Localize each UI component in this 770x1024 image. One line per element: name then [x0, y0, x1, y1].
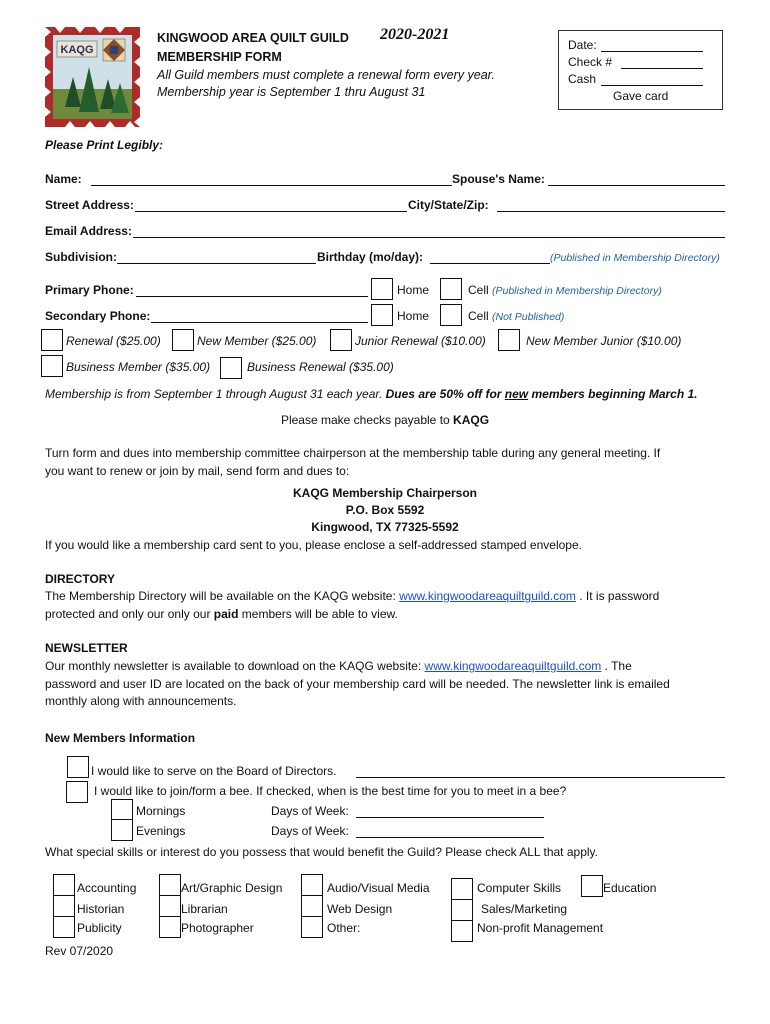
sales-checkbox[interactable]: [451, 899, 473, 921]
name-label: Name:: [45, 172, 82, 186]
accounting-checkbox[interactable]: [53, 874, 75, 896]
spouse-field[interactable]: [548, 185, 725, 186]
date-line[interactable]: [601, 51, 703, 52]
directory-website-link[interactable]: www.kingwoodareaquiltguild.com: [399, 589, 576, 603]
computer-checkbox[interactable]: [451, 878, 473, 900]
dues-note-a: Dues are 50% off for: [385, 387, 505, 401]
membership-period-text: Membership is from September 1 through August 31 each year.: [45, 387, 383, 401]
primary-phone-note: (Published in Membership Directory): [492, 285, 662, 297]
newsletter-text-1: [45, 659, 632, 673]
mailing-address-line-3: Kingwood, TX 77325-5592: [311, 520, 459, 534]
directory-paid: paid: [213, 607, 239, 621]
directory-heading: DIRECTORY: [45, 572, 116, 586]
turn-in-line-2: you want to renew or join by mail, send form and dues to:: [45, 464, 350, 478]
new-member-checkbox[interactable]: [172, 329, 194, 351]
historian-checkbox[interactable]: [53, 895, 75, 917]
primary-phone-label: Primary Phone:: [45, 283, 134, 297]
checks-payee: KAQG: [453, 413, 490, 427]
street-label: Street Address:: [45, 198, 134, 212]
guild-logo: [45, 27, 140, 127]
secondary-home-label: Home: [397, 309, 430, 323]
subdivision-field[interactable]: [117, 263, 316, 264]
birthday-note: (Published in Membership Directory): [550, 252, 720, 264]
other-checkbox[interactable]: [301, 916, 323, 938]
gave-card-label: Gave card: [613, 89, 669, 103]
revision-label: Rev 07/2020: [45, 944, 114, 958]
board-field[interactable]: [356, 777, 725, 778]
junior-renewal-label: Junior Renewal ($10.00): [355, 334, 486, 348]
form-year: 2020-2021: [380, 26, 450, 43]
skills-question: What special skills or interest do you possess that would benefit the Guild? Please check ALL that apply.: [45, 845, 598, 859]
spouse-label: Spouse's Name:: [452, 172, 545, 186]
secondary-cell-label: Cell: [468, 309, 489, 323]
art-label: Art/Graphic Design: [181, 881, 283, 895]
web-label: Web Design: [327, 902, 393, 916]
newsletter-text-b: . The: [601, 659, 632, 673]
dues-note-b: members beginning March 1.: [528, 387, 698, 401]
publicity-label: Publicity: [77, 921, 122, 935]
check-line[interactable]: [621, 68, 703, 69]
business-member-label: Business Member ($35.00): [66, 360, 211, 374]
birthday-label: Birthday (mo/day):: [317, 250, 424, 264]
office-use-box: [558, 30, 723, 110]
bee-label: I would like to join/form a bee. If checked, when is the best time for you to meet in a bee?: [94, 784, 567, 798]
membership-card-note: If you would like a membership card sent to you, please enclose a self-addressed stamped envelope.: [45, 538, 582, 552]
junior-renewal-checkbox[interactable]: [330, 329, 352, 351]
checks-payable-note: [0, 413, 770, 427]
directory-text-1: [45, 589, 659, 603]
membership-period-note: [45, 387, 698, 401]
photographer-label: Photographer: [181, 921, 254, 935]
new-junior-label: New Member Junior ($10.00): [526, 334, 682, 348]
mornings-label: Mornings: [136, 804, 186, 818]
business-renewal-checkbox[interactable]: [220, 357, 242, 379]
photographer-checkbox[interactable]: [159, 916, 181, 938]
mornings-days-field[interactable]: [356, 817, 544, 818]
nonprofit-checkbox[interactable]: [451, 920, 473, 942]
newsletter-website-link[interactable]: www.kingwoodareaquiltguild.com: [424, 659, 602, 673]
historian-label: Historian: [77, 902, 125, 916]
evenings-label: Evenings: [136, 824, 186, 838]
librarian-label: Librarian: [181, 902, 228, 916]
secondary-cell-checkbox[interactable]: [440, 304, 462, 326]
primary-cell-checkbox[interactable]: [440, 278, 462, 300]
new-members-heading: New Members Information: [45, 731, 196, 745]
dues-note-new: new: [504, 387, 529, 401]
dues-discount-note: [386, 387, 698, 401]
business-member-checkbox[interactable]: [41, 355, 63, 377]
newsletter-heading: NEWSLETTER: [45, 641, 128, 655]
email-label: Email Address:: [45, 224, 132, 238]
cash-label: Cash: [568, 72, 597, 86]
print-legibly: Please Print Legibly:: [45, 138, 164, 152]
cash-line[interactable]: [601, 85, 703, 86]
email-field[interactable]: [133, 237, 725, 238]
membership-year-note: Membership year is September 1 thru August 31: [157, 85, 426, 99]
evenings-days-field[interactable]: [356, 837, 544, 838]
librarian-checkbox[interactable]: [159, 895, 181, 917]
newsletter-text-3: monthly along with announcements.: [45, 694, 237, 708]
primary-home-label: Home: [397, 283, 430, 297]
new-junior-checkbox[interactable]: [498, 329, 520, 351]
birthday-field[interactable]: [430, 263, 550, 264]
turn-in-line-1: Turn form and dues into membership committee chairperson at the membership table during any general meeting. If: [45, 446, 661, 460]
publicity-checkbox[interactable]: [53, 916, 75, 938]
newsletter-text-a: Our monthly newsletter is available to download on the KAQG website:: [45, 659, 425, 673]
new-member-label: New Member ($25.00): [197, 334, 317, 348]
secondary-phone-field[interactable]: [151, 322, 368, 323]
primary-phone-field[interactable]: [136, 296, 368, 297]
education-checkbox[interactable]: [581, 875, 603, 897]
name-field[interactable]: [91, 185, 452, 186]
secondary-home-checkbox[interactable]: [371, 304, 393, 326]
computer-label: Computer Skills: [477, 881, 562, 895]
mailing-address-line-1: KAQG Membership Chairperson: [292, 486, 478, 500]
directory-text-a: The Membership Directory will be available on the KAQG website:: [45, 589, 400, 603]
directory-text-b: . It is password: [575, 589, 660, 603]
subdivision-label: Subdivision:: [45, 250, 117, 264]
logo-text: KAQG: [60, 44, 94, 56]
board-label: I would like to serve on the Board of Directors.: [91, 764, 337, 778]
check-label: Check #: [568, 55, 613, 69]
directory-text-2: [45, 607, 398, 621]
checks-payable-text: Please make checks payable to: [280, 413, 454, 427]
mailing-address-line-2: P.O. Box 5592: [345, 503, 425, 517]
secondary-phone-note: (Not Published): [492, 311, 565, 323]
web-checkbox[interactable]: [301, 895, 323, 917]
directory-text-d: members will be able to view.: [238, 607, 398, 621]
renewal-checkbox[interactable]: [41, 329, 63, 351]
audio-checkbox[interactable]: [301, 874, 323, 896]
other-label: Other:: [327, 921, 361, 935]
form-title: MEMBERSHIP FORM: [157, 50, 282, 64]
mornings-checkbox[interactable]: [111, 799, 133, 821]
primary-cell-label: Cell: [468, 283, 489, 297]
nonprofit-label: Non-profit Management: [477, 921, 604, 935]
street-field[interactable]: [135, 211, 407, 212]
mornings-days-label: Days of Week:: [271, 804, 349, 818]
secondary-phone-label: Secondary Phone:: [45, 309, 151, 323]
primary-home-checkbox[interactable]: [371, 278, 393, 300]
renewal-note: All Guild members must complete a renewal form every year.: [157, 68, 495, 82]
education-label: Education: [603, 881, 657, 895]
art-checkbox[interactable]: [159, 874, 181, 896]
bee-checkbox[interactable]: [66, 781, 88, 803]
board-checkbox[interactable]: [67, 756, 89, 778]
newsletter-text-2: password and user ID are located on the back of your membership card will be needed. The newsletter link is emailed: [45, 677, 670, 691]
city-field[interactable]: [497, 211, 725, 212]
audio-label: Audio/Visual Media: [327, 881, 430, 895]
evenings-days-label: Days of Week:: [271, 824, 349, 838]
date-label: Date:: [568, 38, 597, 52]
evenings-checkbox[interactable]: [111, 819, 133, 841]
accounting-label: Accounting: [77, 881, 137, 895]
directory-text-c: protected and only our only our: [45, 607, 214, 621]
org-title: KINGWOOD AREA QUILT GUILD: [157, 31, 349, 45]
sales-label: Sales/Marketing: [481, 902, 568, 916]
city-label: City/State/Zip:: [408, 198, 489, 212]
business-renewal-label: Business Renewal ($35.00): [247, 360, 394, 374]
renewal-label: Renewal ($25.00): [66, 334, 161, 348]
